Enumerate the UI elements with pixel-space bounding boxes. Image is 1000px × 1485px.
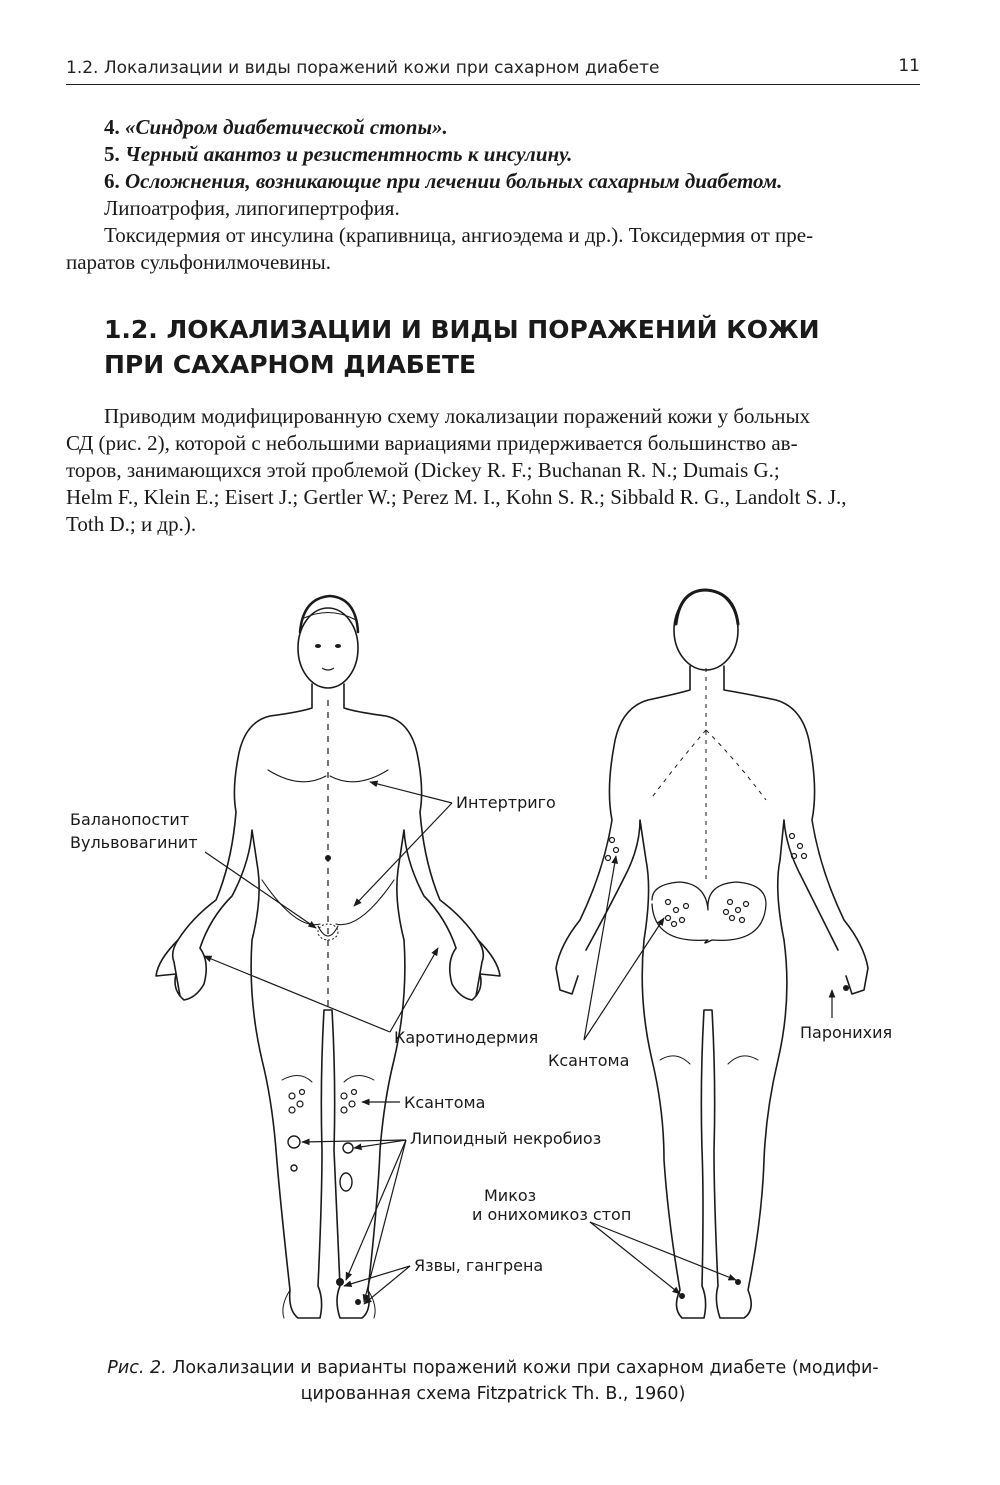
running-head-title: 1.2. Локализации и виды поражений кожи при сахарном диабете <box>66 58 660 78</box>
list-item-text: «Синдром диабетической стопы». <box>125 115 448 139</box>
front-face <box>315 644 341 670</box>
paragraph-line: торов, занимающихся этой проблемой (Dickey R. F.; Buchanan R. N.; Dumais G.; <box>66 458 780 482</box>
list-item-text: Черный акантоз и резистентность к инсулину. <box>125 142 573 166</box>
label-paronychia: Паронихия <box>800 1023 893 1042</box>
label-lipoid-necrobiosis: Липоидный некробиоз <box>410 1129 602 1148</box>
label-balanoposthitis: Баланопостит <box>70 810 190 829</box>
figure-caption <box>66 1355 920 1407</box>
paragraph-line: Helm F., Klein E.; Eisert J.; Gertler W.; Perez M. I., Kohn S. R.; Sibbald R. G., Landolt S. J., <box>66 485 847 509</box>
paronychia-markers <box>843 985 849 991</box>
back-dashed-lines <box>650 668 766 880</box>
paragraph-line: Приводим модифицированную схему локализации поражений кожи у больных <box>104 404 811 428</box>
page-number: 11 <box>898 56 920 76</box>
list-item-6 <box>104 168 782 195</box>
caption-line-1 <box>66 1355 920 1381</box>
label-intertrigo: Интертриго <box>456 793 556 812</box>
section-heading-line-1: 1.2. ЛОКАЛИЗАЦИИ И ВИДЫ ПОРАЖЕНИЙ КОЖИ <box>104 315 820 344</box>
running-head <box>66 56 920 85</box>
section-heading <box>104 312 904 382</box>
section-heading-line-2: ПРИ САХАРНОМ ДИАБЕТЕ <box>104 350 477 379</box>
label-ulcers-gangrene: Язвы, гангрена <box>414 1256 544 1275</box>
label-xanthoma-front: Ксантома <box>404 1093 486 1112</box>
item6-line-sulfonylurea: паратов сульфонилмочевины. <box>66 250 332 274</box>
mycosis-markers <box>679 1279 741 1299</box>
body-diagram-figure <box>0 575 1000 1335</box>
list-item-number: 6. <box>104 169 120 193</box>
item6-line-lipoatrophy: Липоатрофия, липогипертрофия. <box>104 196 400 220</box>
caption-text-1: Локализации и варианты поражений кожи при сахарном диабете (модифи- <box>166 1358 879 1378</box>
caption-line-2: цированная схема Fitzpatrick Th. B., 1960) <box>300 1384 686 1404</box>
paragraph-line: Toth D.; и др.). <box>66 512 197 536</box>
label-mycosis: Микоз <box>484 1186 537 1205</box>
list-item-4 <box>104 114 448 141</box>
paragraph-line: СД (рис. 2), которой с небольшими вариациями придерживается большинство ав- <box>66 431 798 455</box>
list-item-number: 5. <box>104 142 120 166</box>
label-vulvovaginitis: Вульвовагинит <box>70 833 198 852</box>
label-onychomycosis: и онихомикоз стоп <box>472 1205 632 1224</box>
xanthoma-knee-markers <box>289 1090 357 1114</box>
label-carotenoderma: Каротинодермия <box>394 1028 539 1047</box>
necrobiosis-markers <box>288 1136 353 1191</box>
list-item-5 <box>104 141 572 168</box>
caption-prefix: Рис. 2. <box>107 1358 167 1378</box>
list-item-number: 4. <box>104 115 120 139</box>
label-xanthoma-back: Ксантома <box>548 1051 630 1070</box>
list-item-text: Осложнения, возникающие при лечении больных сахарным диабетом. <box>125 169 783 193</box>
item6-line-toxidermia: Токсидермия от инсулина (крапивница, ангиоэдема и др.). Токсидермия от пре- <box>104 223 814 247</box>
